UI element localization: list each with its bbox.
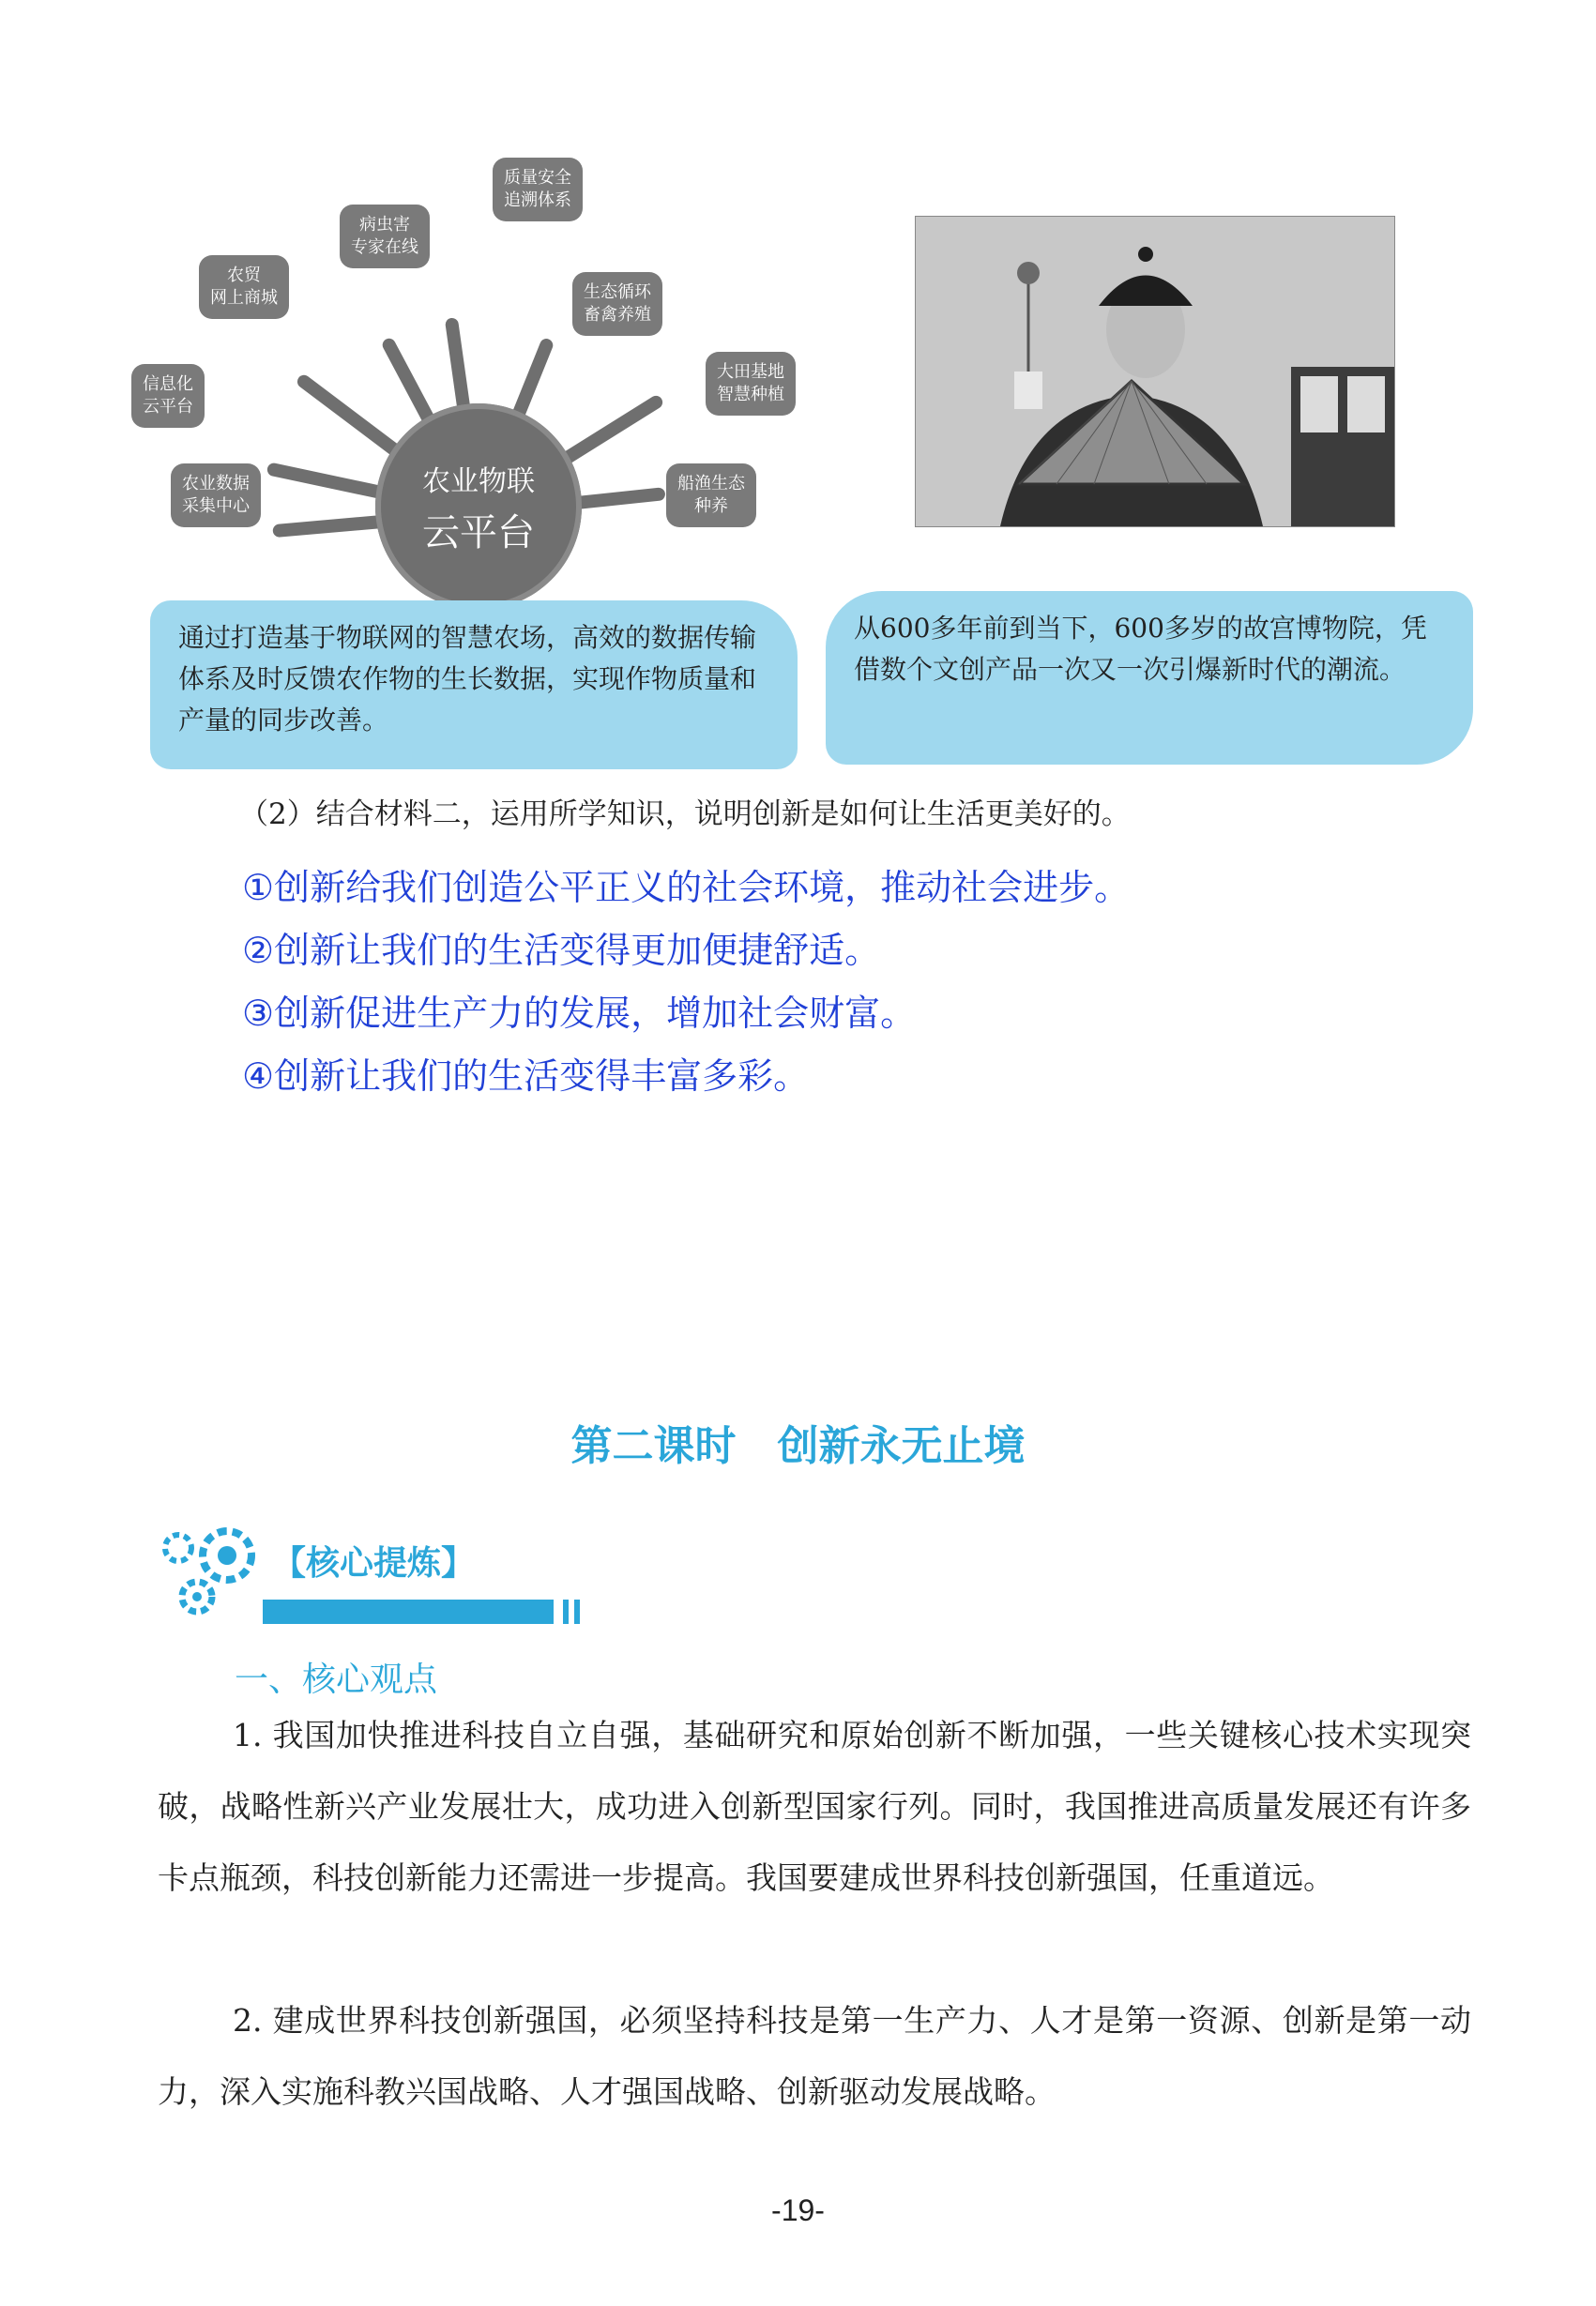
emperor-with-fan-illustration	[916, 217, 1394, 526]
caption-palace-museum: 从600多年前到当下，600多岁的故宫博物院，凭借数个文创产品一次又一次引爆新时代的潮流。	[826, 591, 1473, 765]
caption-iot-farm: 通过打造基于物联网的智慧农场，高效的数据传输体系及时反馈农作物的生长数据，实现作物质量和产量的同步改善。	[150, 600, 798, 769]
core-section-badge	[150, 1520, 582, 1623]
badge-stripe	[574, 1600, 580, 1624]
diagram-node: 病虫害 专家在线	[340, 205, 430, 268]
question-text: （2）结合材料二，运用所学知识，说明创新是如何让生活更美好的。	[239, 797, 1131, 831]
sub-heading: 一、核心观点	[235, 1661, 438, 1699]
diagram-node: 大田基地 智慧种植	[706, 352, 796, 416]
section-badge-label: 【核心提炼】	[272, 1544, 476, 1583]
hub-line2: 云平台	[422, 510, 535, 554]
lesson-title: 第二课时 创新永无止境	[570, 1422, 1026, 1470]
page-number: -19-	[771, 2193, 825, 2227]
paragraph: 2. 建成世界科技创新强国，必须坚持科技是第一生产力、人才是第一资源、创新是第一动力，深入实施科教兴国战略、人才强国战略、创新驱动发展战略。	[158, 2002, 1471, 2110]
diagram-hub	[375, 403, 582, 610]
diagram-node: 生态循环 畜禽养殖	[572, 272, 662, 336]
answer-line: ③创新促进生产力的发展，增加社会财富。	[242, 993, 917, 1034]
paragraph: 1. 我国加快推进科技自立自强，基础研究和原始创新不断加强，一些关键核心技术实现突破，战略性新兴产业发展壮大，成功进入创新型国家行列。同时，我国推进高质量发展还有许多卡点瓶颈，科技创新能力还需进一步提高。我国要建成世界科技创新强国，任重道远。	[158, 1717, 1471, 1896]
hub-line1: 农业物联	[422, 464, 535, 498]
gear-icon	[150, 1520, 272, 1623]
answer-line: ④创新让我们的生活变得丰富多彩。	[242, 1055, 810, 1097]
diagram-node: 农业数据 采集中心	[171, 463, 261, 527]
palace-museum-photo	[915, 216, 1395, 527]
agri-iot-cloud-diagram	[131, 150, 844, 600]
diagram-node: 质量安全 追溯体系	[493, 158, 583, 221]
badge-stripe	[263, 1600, 554, 1624]
badge-stripe	[563, 1600, 569, 1624]
diagram-node: 农贸 网上商城	[199, 255, 289, 319]
answer-line: ②创新让我们的生活变得更加便捷舒适。	[242, 930, 881, 971]
answer-line: ①创新给我们创造公平正义的社会环境，推动社会进步。	[242, 867, 1131, 908]
diagram-node: 船渔生态 种养	[666, 463, 756, 527]
diagram-node: 信息化 云平台	[131, 364, 205, 428]
